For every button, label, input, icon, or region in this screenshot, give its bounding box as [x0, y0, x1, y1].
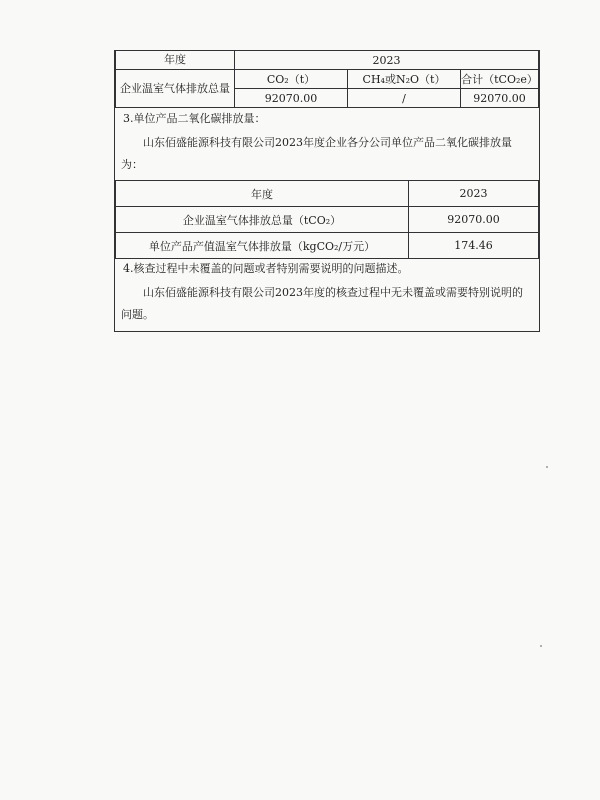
col-total: 合计（tCO₂e）: [461, 70, 539, 89]
section-3-heading: 3.单位产品二氧化碳排放量：: [123, 112, 266, 125]
year-value: 2023: [235, 51, 539, 70]
table-row: [116, 70, 539, 89]
total-emissions-label: 企业温室气体排放总量（tCO₂）: [116, 207, 409, 233]
table-row: [116, 207, 539, 233]
value-total: 92070.00: [461, 89, 539, 108]
unit-emissions-label: 单位产品产值温室气体排放量（kgCO₂/万元）: [116, 233, 409, 259]
year-label: 年度: [116, 51, 235, 70]
value-co2: 92070.00: [235, 89, 348, 108]
year-label: 年度: [116, 181, 409, 207]
table-row: [116, 181, 539, 207]
value-ch4-n2o: /: [348, 89, 461, 108]
unit-emissions-value: 174.46: [409, 233, 539, 259]
document-frame: [114, 50, 540, 332]
emissions-table: [115, 50, 539, 108]
col-co2: CO₂（t）: [235, 70, 348, 89]
scan-speck: [546, 466, 548, 468]
scan-speck: [540, 645, 542, 647]
year-value: 2023: [409, 181, 539, 207]
table-row: [116, 233, 539, 259]
table-row: [116, 51, 539, 70]
section-3-paragraph: 山东佰盛能源科技有限公司2023年度企业各分公司单位产品二氧化碳排放量为：: [121, 136, 512, 171]
total-emissions-label: 企业温室气体排放总量: [116, 70, 235, 108]
col-ch4-n2o: CH₄或N₂O（t）: [348, 70, 461, 89]
total-emissions-value: 92070.00: [409, 207, 539, 233]
section-4-heading: 4.核查过程中未覆盖的问题或者特别需要说明的问题描述。: [123, 262, 409, 275]
unit-emissions-table: [115, 180, 539, 259]
section-4-paragraph: 山东佰盛能源科技有限公司2023年度的核查过程中无未覆盖或需要特别说明的问题。: [121, 286, 523, 321]
